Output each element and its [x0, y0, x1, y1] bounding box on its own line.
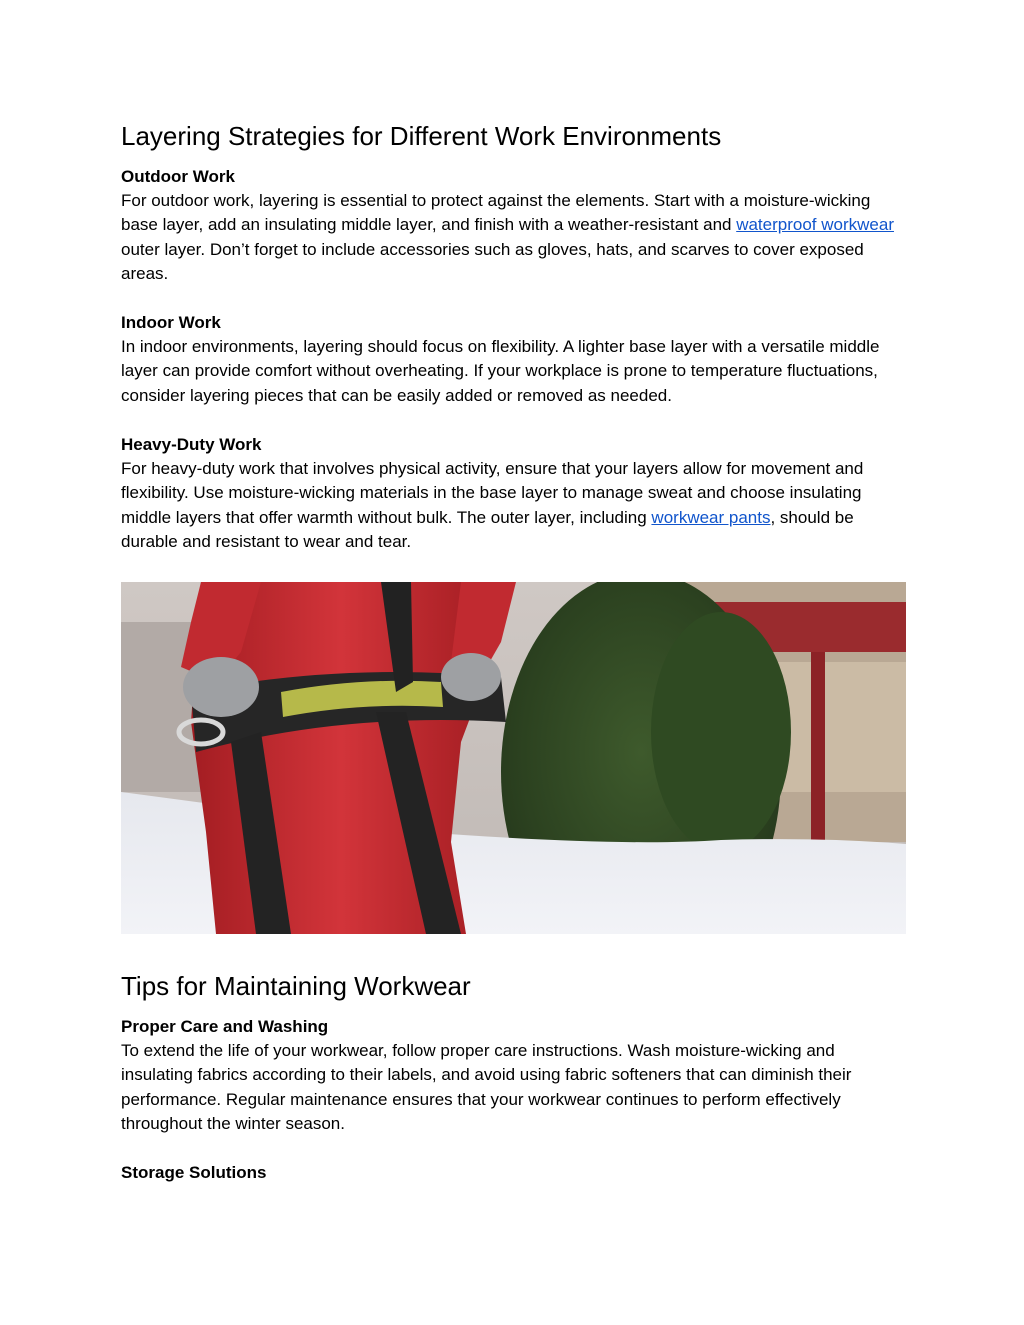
outdoor-text-before: For outdoor work, layering is essential to protect against the elements. Start with a moisture-wicking base layer, add an insulating middle layer, and finish with a weather-resistant and — [121, 191, 871, 235]
heading-indoor-work: Indoor Work — [121, 313, 221, 332]
outdoor-text-after: outer layer. Don’t forget to include accessories such as gloves, hats, and scarves to cover exposed areas. — [121, 239, 864, 283]
paragraph-indoor-work: In indoor environments, layering should focus on flexibility. A lighter base layer with a versatile middle layer can provide comfort without overheating. If your workplace is prone to temperature fluctuations, consider layering pieces that can be easily added or removed as needed. — [121, 337, 880, 405]
paragraph-outdoor-work — [121, 189, 906, 286]
heading-storage-solutions: Storage Solutions — [121, 1163, 267, 1182]
paragraph-proper-care: To extend the life of your workwear, follow proper care instructions. Wash moisture-wicking and insulating fabrics according to their labels, and avoid using fabric softeners that can diminish their performance. Regular maintenance ensures that your workwear continues to perform effectively throughout the winter season. — [121, 1041, 852, 1133]
section-title-maintaining: Tips for Maintaining Workwear — [121, 971, 471, 1001]
heading-proper-care: Proper Care and Washing — [121, 1017, 329, 1036]
paragraph-heavy-duty-work — [121, 457, 906, 554]
heading-heavy-duty-work: Heavy-Duty Work — [121, 435, 262, 454]
waterproof-workwear-link[interactable]: waterproof workwear — [736, 215, 894, 235]
heading-outdoor-work: Outdoor Work — [121, 167, 235, 186]
heavy-text-before: For heavy-duty work that involves physical activity, ensure that your layers allow for movement and flexibility. Use moisture-wicking materials in the base layer to manage sweat and choose insulating middle layers that offer warmth without bulk. The outer layer, including — [121, 459, 864, 527]
heavy-text-after: , should be durable and resistant to wear and tear. — [121, 507, 854, 551]
workwear-pants-link[interactable]: workwear pants — [651, 507, 771, 527]
section-title-layering: Layering Strategies for Different Work Environments — [121, 121, 722, 151]
worker-harness-photo — [121, 582, 906, 934]
